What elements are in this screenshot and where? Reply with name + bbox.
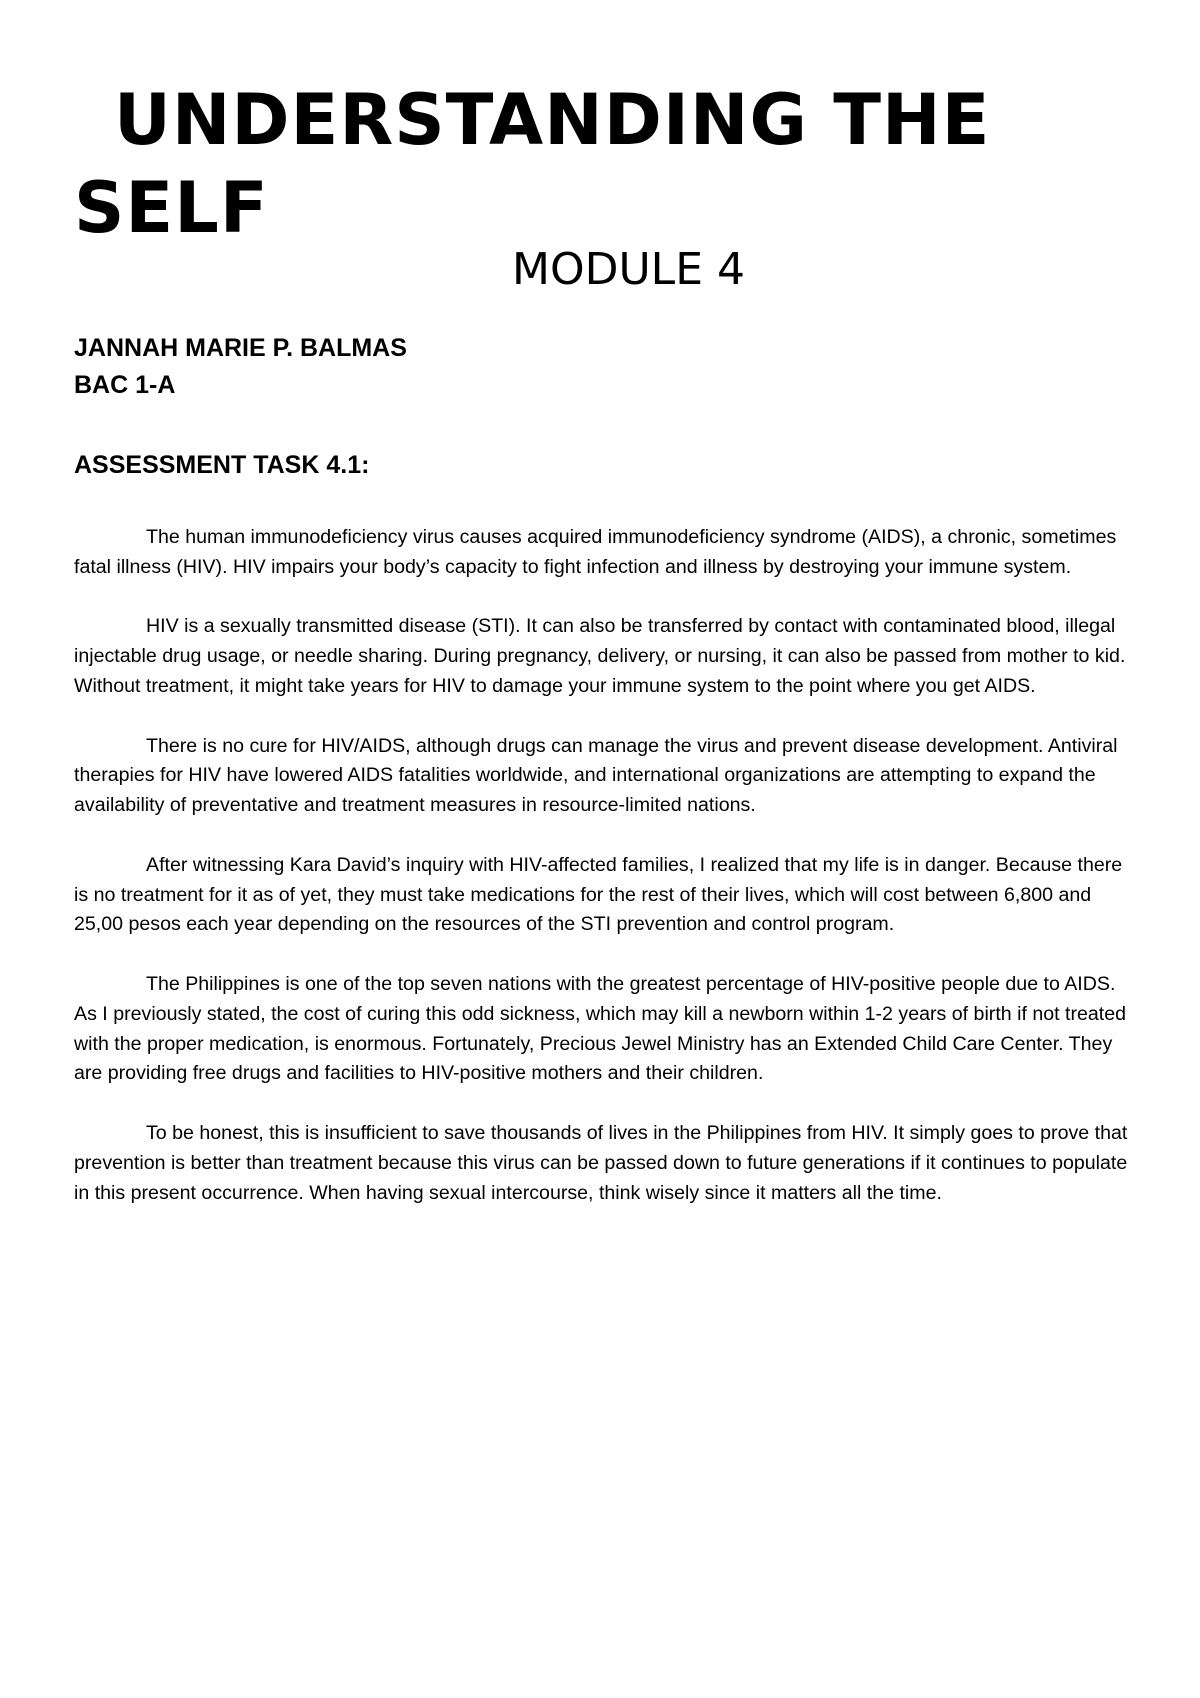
student-name: JANNAH MARIE P. BALMAS bbox=[74, 334, 407, 362]
task-heading: ASSESSMENT TASK 4.1: bbox=[74, 451, 370, 479]
essay-body bbox=[74, 523, 1134, 1238]
document-title: UNDERSTANDING THE SELF bbox=[74, 79, 991, 249]
author-block bbox=[74, 330, 407, 404]
paragraph: The human immunodeficiency virus causes acquired immunodeficiency syndrome (AIDS), a chronic, sometimes fatal illness (HIV). HIV impairs your body’s capacity to fight infection and illness by destroying your immune system. bbox=[74, 526, 1117, 578]
paragraph: There is no cure for HIV/AIDS, although drugs can manage the virus and prevent disease development. Antiviral therapies for HIV have lowered AIDS fatalities worldwide, and international organizations are attempting to expand the availability of preventative and treatment measures in resource-limited nations. bbox=[74, 734, 1118, 817]
paragraph: The Philippines is one of the top seven nations with the greatest percentage of HIV-positive people due to AIDS. As I previously stated, the cost of curing this odd sickness, which may kill a newborn within 1-2 years of birth if not treated with the proper medication, is enormous. Fortunately, Precious Jewel Ministry has an Extended Child Care Center. They are providing free drugs and facilities to HIV-positive mothers and their children. bbox=[74, 972, 1127, 1085]
paragraph: After witnessing Kara David’s inquiry with HIV-affected families, I realized that my life is in danger. Because there is no treatment for it as of yet, they must take medications for the rest of their lives, which will cost between 6,800 and 25,00 pesos each year depending on the resources of the STI prevention and control program. bbox=[74, 853, 1123, 936]
paragraph: To be honest, this is insufficient to save thousands of lives in the Philippines from HIV. It simply goes to prove that prevention is better than treatment because this virus can be passed down to future generations if it continues to populate in this present occurrence. When having sexual intercourse, think wisely since it matters all the time. bbox=[74, 1121, 1128, 1204]
paragraph: HIV is a sexually transmitted disease (STI). It can also be transferred by contact with contaminated blood, illegal injectable drug usage, or needle sharing. During pregnancy, delivery, or nursing, it can also be passed from mother to kid. Without treatment, it might take years for HIV to damage your immune system to the point where you get AIDS. bbox=[74, 615, 1126, 697]
module-label: MODULE 4 bbox=[512, 244, 745, 295]
class-section: BAC 1-A bbox=[74, 371, 176, 399]
